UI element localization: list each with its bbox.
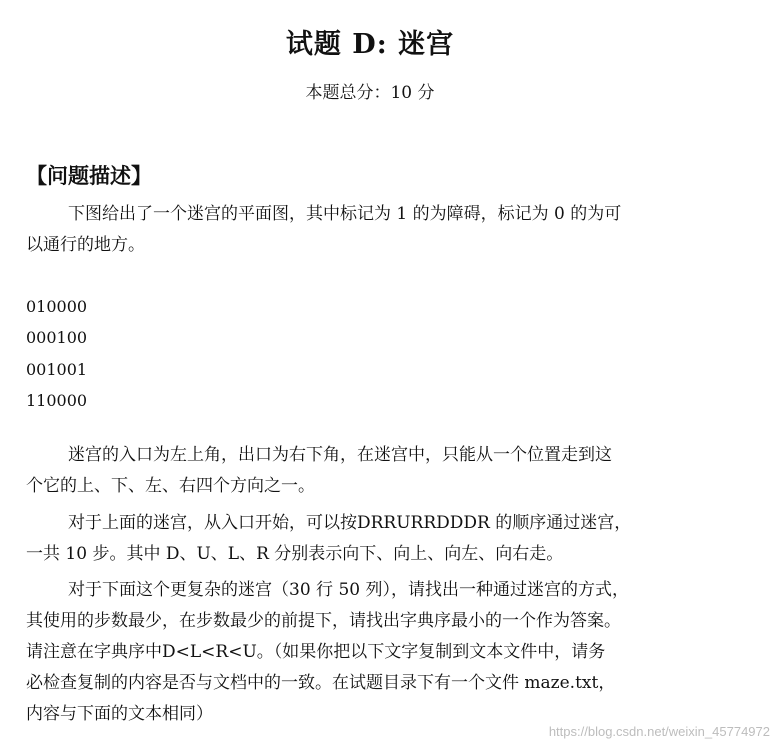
- paragraph-line: 一共 10 步。其中 D、U、L、R 分别表示向下、向上、向左、向右走。: [26, 544, 564, 564]
- paragraph-line: 下图给出了一个迷宫的平面图，其中标记为 1 的为障碍，标记为 0 的为可: [68, 204, 622, 224]
- paragraph-intro: [26, 199, 726, 261]
- paragraph-line: 内容与下面的文本相同）: [26, 704, 213, 724]
- section-heading-problem-description: 【问题描述】: [26, 163, 152, 188]
- paragraph-line: 个它的上、下、左、右四个方向之一。: [26, 476, 315, 496]
- paragraph-line: 迷宫的入口为左上角，出口为右下角，在迷宫中，只能从一个位置走到这: [68, 445, 612, 465]
- maze-row: 000100: [26, 328, 88, 348]
- paragraph-line: 对于下面这个更复杂的迷宫（30 行 50 列），请找出一种通过迷宫的方式，: [68, 580, 629, 600]
- maze-example: [26, 291, 87, 416]
- paragraph-line: 其使用的步数最少，在步数最少的前提下，请找出字典序最小的一个作为答案。: [26, 611, 621, 631]
- paragraph-line: 对于上面的迷宫，从入口开始，可以按DRRURRDDDR 的顺序通过迷宫，: [68, 513, 632, 533]
- paragraph-line: 请注意在字典序中D<L<R<U。（如果你把以下文字复制到文本文件中，请务: [26, 642, 606, 662]
- paragraph-line: 必检查复制的内容是否与文档中的一致。在试题目录下有一个文件 maze.txt，: [26, 673, 616, 693]
- paragraph-entrance-exit: [26, 440, 726, 502]
- watermark-text: https://blog.csdn.net/weixin_45774972: [548, 724, 770, 739]
- paragraph-example-path: [26, 508, 726, 570]
- maze-row: 001001: [26, 359, 88, 379]
- paragraph-line: 以通行的地方。: [26, 235, 145, 255]
- maze-row: 010000: [26, 297, 88, 316]
- problem-title: 试题 D: 迷宫: [285, 29, 455, 60]
- paragraph-task: [26, 575, 726, 730]
- maze-row: 110000: [26, 390, 88, 410]
- total-score: 本题总分：10 分: [305, 83, 435, 103]
